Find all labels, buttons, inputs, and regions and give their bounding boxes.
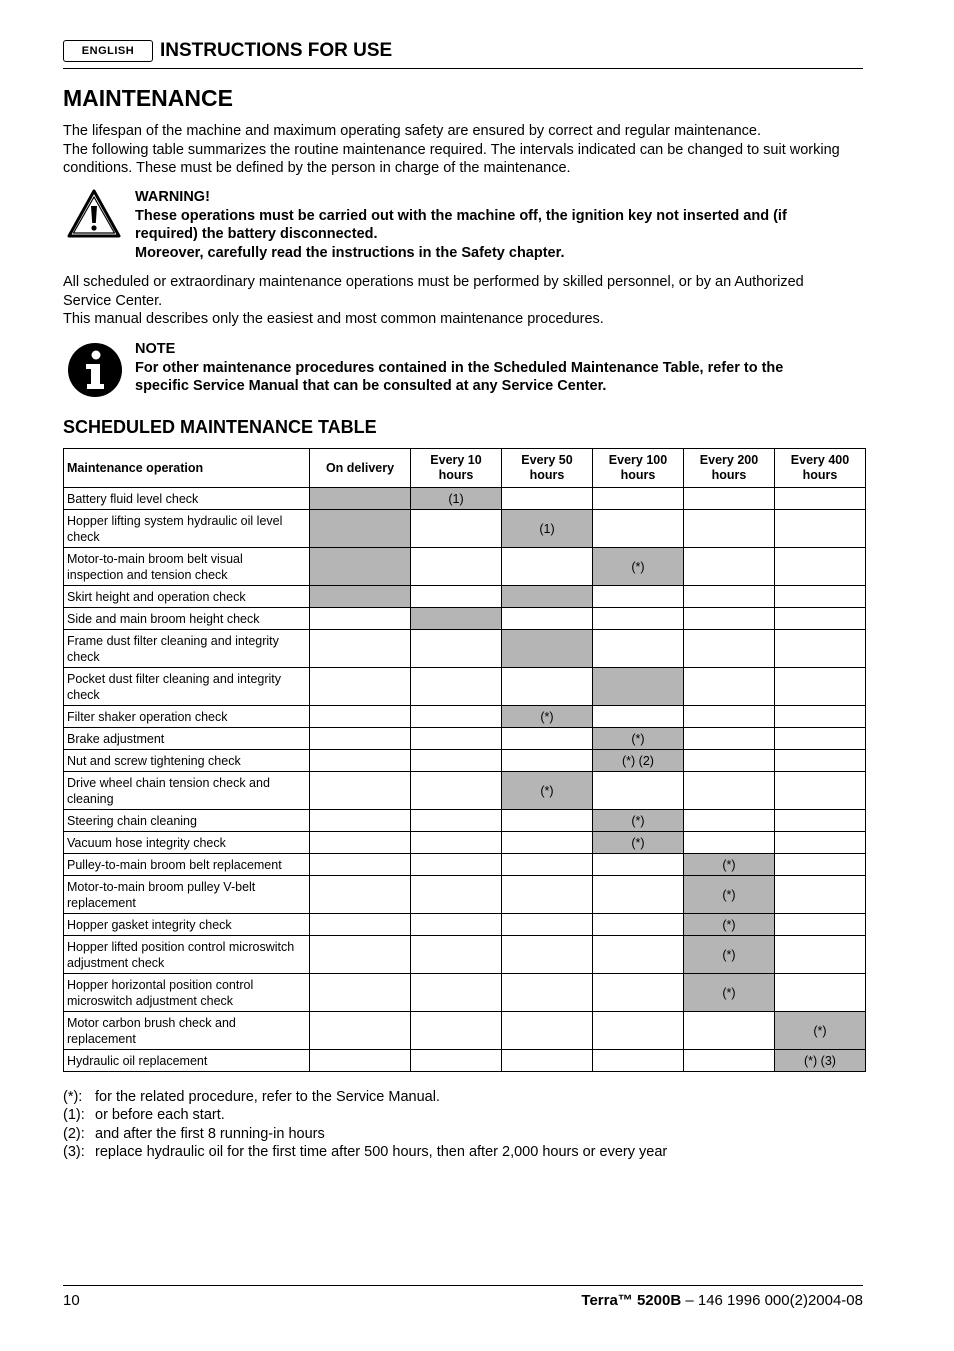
section-header: INSTRUCTIONS FOR USE bbox=[160, 40, 393, 61]
interval-cell bbox=[684, 488, 775, 510]
interval-cell bbox=[502, 854, 593, 876]
interval-cell bbox=[502, 728, 593, 750]
interval-cell bbox=[684, 832, 775, 854]
table-row bbox=[64, 586, 866, 608]
footnote-mark: (*): bbox=[63, 1089, 83, 1105]
interval-cell bbox=[411, 876, 502, 914]
interval-cell bbox=[411, 586, 502, 608]
interval-cell bbox=[502, 974, 593, 1012]
operation-cell: Hydraulic oil replacement bbox=[64, 1050, 310, 1072]
interval-cell bbox=[775, 510, 866, 548]
interval-cell bbox=[684, 510, 775, 548]
interval-cell bbox=[684, 1012, 775, 1050]
table-row bbox=[64, 974, 866, 1012]
service-line: This manual describes only the easiest and most common maintenance procedures. bbox=[63, 311, 604, 327]
interval-cell bbox=[684, 608, 775, 630]
interval-cell bbox=[593, 706, 684, 728]
interval-cell bbox=[593, 510, 684, 548]
interval-cell bbox=[593, 876, 684, 914]
footnote bbox=[63, 1125, 667, 1143]
table-row bbox=[64, 936, 866, 974]
interval-cell bbox=[411, 608, 502, 630]
interval-cell bbox=[502, 1012, 593, 1050]
interval-cell bbox=[502, 914, 593, 936]
note-line: specific Service Manual that can be consulted at any Service Center. bbox=[135, 378, 607, 394]
interval-cell bbox=[310, 728, 411, 750]
interval-cell bbox=[684, 810, 775, 832]
interval-cell bbox=[502, 608, 593, 630]
operation-cell: Pulley-to-main broom belt replacement bbox=[64, 854, 310, 876]
interval-cell bbox=[411, 706, 502, 728]
note-title: NOTE bbox=[135, 341, 176, 357]
interval-cell: (1) bbox=[502, 510, 593, 548]
interval-cell bbox=[593, 974, 684, 1012]
column-header-every-50: Every 50 hours bbox=[502, 449, 593, 488]
column-header-operation: Maintenance operation bbox=[64, 449, 310, 488]
operation-cell: Steering chain cleaning bbox=[64, 810, 310, 832]
interval-cell: (*) bbox=[593, 548, 684, 586]
interval-cell: (*) bbox=[684, 876, 775, 914]
page-number: 10 bbox=[63, 1292, 80, 1309]
interval-cell bbox=[593, 772, 684, 810]
interval-cell bbox=[775, 832, 866, 854]
interval-cell bbox=[411, 750, 502, 772]
note-text bbox=[135, 340, 865, 396]
interval-cell bbox=[502, 630, 593, 668]
interval-cell bbox=[502, 750, 593, 772]
footnote-text: for the related procedure, refer to the Service Manual. bbox=[95, 1089, 440, 1105]
table-header-row bbox=[64, 449, 866, 488]
service-line: All scheduled or extraordinary maintenance operations must be performed by skilled personnel, or by an Authorized bbox=[63, 274, 804, 290]
operation-cell: Battery fluid level check bbox=[64, 488, 310, 510]
interval-cell bbox=[411, 1012, 502, 1050]
interval-cell bbox=[411, 854, 502, 876]
interval-cell: (*) bbox=[684, 914, 775, 936]
interval-cell bbox=[775, 750, 866, 772]
intro-paragraph bbox=[63, 122, 865, 178]
footnote-text: and after the first 8 running-in hours bbox=[95, 1125, 325, 1142]
interval-cell bbox=[502, 548, 593, 586]
intro-line: The following table summarizes the routine maintenance required. The intervals indicated can be changed to suit working bbox=[63, 141, 840, 158]
footnote bbox=[63, 1088, 667, 1106]
interval-cell bbox=[775, 706, 866, 728]
interval-cell bbox=[684, 1050, 775, 1072]
interval-cell bbox=[411, 936, 502, 974]
interval-cell: (*) bbox=[684, 936, 775, 974]
operation-cell: Pocket dust filter cleaning and integrity check bbox=[64, 668, 310, 706]
maintenance-table bbox=[63, 448, 866, 1072]
service-paragraph bbox=[63, 273, 865, 329]
interval-cell bbox=[593, 914, 684, 936]
interval-cell bbox=[310, 1012, 411, 1050]
column-header-every-100: Every 100 hours bbox=[593, 449, 684, 488]
interval-cell bbox=[775, 586, 866, 608]
interval-cell: (*) (3) bbox=[775, 1050, 866, 1072]
warning-text bbox=[135, 188, 865, 262]
table-row bbox=[64, 668, 866, 706]
operation-cell: Nut and screw tightening check bbox=[64, 750, 310, 772]
warning-line: required) the battery disconnected. bbox=[135, 226, 378, 242]
interval-cell: (*) bbox=[593, 728, 684, 750]
interval-cell bbox=[775, 936, 866, 974]
interval-cell bbox=[411, 914, 502, 936]
note-line: For other maintenance procedures contained in the Scheduled Maintenance Table, refer to the bbox=[135, 359, 784, 376]
interval-cell bbox=[775, 630, 866, 668]
footnote bbox=[63, 1106, 667, 1124]
column-header-every-200: Every 200 hours bbox=[684, 449, 775, 488]
table-row bbox=[64, 750, 866, 772]
footnote-text: replace hydraulic oil for the first time after 500 hours, then after 2,000 hours or every year bbox=[95, 1143, 668, 1160]
page-title: MAINTENANCE bbox=[63, 85, 233, 111]
interval-cell bbox=[684, 668, 775, 706]
interval-cell bbox=[310, 750, 411, 772]
table-row bbox=[64, 876, 866, 914]
operation-cell: Frame dust filter cleaning and integrity check bbox=[64, 630, 310, 668]
interval-cell: (*) bbox=[593, 832, 684, 854]
warning-title: WARNING! bbox=[135, 189, 210, 205]
warning-line: These operations must be carried out with the machine off, the ignition key not inserted and (if bbox=[135, 207, 787, 224]
warning-triangle-icon bbox=[66, 188, 122, 245]
operation-cell: Drive wheel chain tension check and cleaning bbox=[64, 772, 310, 810]
interval-cell bbox=[775, 668, 866, 706]
interval-cell bbox=[775, 728, 866, 750]
interval-cell bbox=[684, 750, 775, 772]
interval-cell bbox=[593, 630, 684, 668]
interval-cell bbox=[502, 488, 593, 510]
interval-cell: (*) bbox=[593, 810, 684, 832]
column-header-on-delivery: On delivery bbox=[310, 449, 411, 488]
interval-cell bbox=[310, 854, 411, 876]
operation-cell: Vacuum hose integrity check bbox=[64, 832, 310, 854]
interval-cell bbox=[411, 772, 502, 810]
interval-cell bbox=[411, 832, 502, 854]
footnote bbox=[63, 1143, 667, 1161]
interval-cell bbox=[593, 936, 684, 974]
interval-cell bbox=[310, 974, 411, 1012]
interval-cell bbox=[411, 810, 502, 832]
operation-cell: Side and main broom height check bbox=[64, 608, 310, 630]
interval-cell bbox=[502, 832, 593, 854]
intro-line: The lifespan of the machine and maximum operating safety are ensured by correct and regular maintenance. bbox=[63, 123, 761, 139]
table-row bbox=[64, 914, 866, 936]
interval-cell bbox=[310, 510, 411, 548]
table-row bbox=[64, 608, 866, 630]
interval-cell bbox=[684, 728, 775, 750]
interval-cell: (*) (2) bbox=[593, 750, 684, 772]
interval-cell bbox=[411, 668, 502, 706]
interval-cell bbox=[775, 810, 866, 832]
interval-cell bbox=[775, 608, 866, 630]
interval-cell bbox=[310, 488, 411, 510]
interval-cell bbox=[411, 728, 502, 750]
interval-cell bbox=[310, 936, 411, 974]
interval-cell bbox=[310, 772, 411, 810]
interval-cell bbox=[775, 974, 866, 1012]
interval-cell bbox=[593, 608, 684, 630]
interval-cell bbox=[684, 706, 775, 728]
table-row bbox=[64, 630, 866, 668]
footer-divider bbox=[63, 1285, 863, 1286]
interval-cell: (*) bbox=[502, 772, 593, 810]
interval-cell bbox=[502, 936, 593, 974]
interval-cell bbox=[310, 586, 411, 608]
interval-cell bbox=[411, 974, 502, 1012]
interval-cell bbox=[411, 548, 502, 586]
interval-cell bbox=[502, 586, 593, 608]
language-badge: ENGLISH bbox=[63, 40, 153, 62]
interval-cell bbox=[310, 630, 411, 668]
interval-cell bbox=[775, 548, 866, 586]
interval-cell bbox=[310, 832, 411, 854]
operation-cell: Filter shaker operation check bbox=[64, 706, 310, 728]
interval-cell bbox=[775, 876, 866, 914]
operation-cell: Motor carbon brush check and replacement bbox=[64, 1012, 310, 1050]
intro-line: conditions. These must be defined by the person in charge of the maintenance. bbox=[63, 160, 571, 176]
operation-cell: Hopper lifting system hydraulic oil level check bbox=[64, 510, 310, 548]
table-row bbox=[64, 1012, 866, 1050]
interval-cell: (*) bbox=[775, 1012, 866, 1050]
interval-cell bbox=[411, 510, 502, 548]
interval-cell: (*) bbox=[684, 974, 775, 1012]
interval-cell bbox=[502, 1050, 593, 1072]
interval-cell bbox=[310, 548, 411, 586]
operation-cell: Hopper horizontal position control microswitch adjustment check bbox=[64, 974, 310, 1012]
operation-cell: Skirt height and operation check bbox=[64, 586, 310, 608]
table-row bbox=[64, 510, 866, 548]
interval-cell bbox=[310, 608, 411, 630]
table-row bbox=[64, 728, 866, 750]
operation-cell: Hopper lifted position control microswitch adjustment check bbox=[64, 936, 310, 974]
interval-cell bbox=[502, 876, 593, 914]
footnote-mark: (2): bbox=[63, 1125, 85, 1142]
interval-cell bbox=[310, 914, 411, 936]
service-line: Service Center. bbox=[63, 292, 163, 309]
interval-cell: (*) bbox=[684, 854, 775, 876]
interval-cell bbox=[593, 488, 684, 510]
document-reference bbox=[581, 1292, 863, 1310]
column-header-every-400: Every 400 hours bbox=[775, 449, 866, 488]
interval-cell bbox=[310, 668, 411, 706]
interval-cell bbox=[593, 668, 684, 706]
operation-cell: Brake adjustment bbox=[64, 728, 310, 750]
interval-cell bbox=[775, 854, 866, 876]
table-row bbox=[64, 548, 866, 586]
warning-line: Moreover, carefully read the instructions in the Safety chapter. bbox=[135, 244, 565, 261]
table-row bbox=[64, 488, 866, 510]
interval-cell bbox=[775, 488, 866, 510]
table-row bbox=[64, 810, 866, 832]
interval-cell bbox=[411, 630, 502, 668]
interval-cell bbox=[593, 1050, 684, 1072]
interval-cell bbox=[684, 630, 775, 668]
interval-cell bbox=[593, 586, 684, 608]
interval-cell bbox=[593, 1012, 684, 1050]
interval-cell bbox=[775, 772, 866, 810]
interval-cell bbox=[310, 810, 411, 832]
interval-cell bbox=[775, 914, 866, 936]
interval-cell bbox=[310, 876, 411, 914]
interval-cell bbox=[684, 772, 775, 810]
interval-cell: (1) bbox=[411, 488, 502, 510]
document-code: – 146 1996 000(2)2004-08 bbox=[681, 1292, 863, 1309]
interval-cell bbox=[684, 548, 775, 586]
interval-cell bbox=[502, 810, 593, 832]
table-title: SCHEDULED MAINTENANCE TABLE bbox=[63, 417, 377, 437]
operation-cell: Motor-to-main broom belt visual inspection and tension check bbox=[64, 548, 310, 586]
column-header-every-10: Every 10 hours bbox=[411, 449, 502, 488]
operation-cell: Motor-to-main broom pulley V-belt replacement bbox=[64, 876, 310, 914]
table-row bbox=[64, 832, 866, 854]
table-row bbox=[64, 854, 866, 876]
interval-cell bbox=[411, 1050, 502, 1072]
footnotes bbox=[63, 1088, 667, 1161]
table-row bbox=[64, 1050, 866, 1072]
table-row bbox=[64, 772, 866, 810]
interval-cell bbox=[310, 1050, 411, 1072]
operation-cell: Hopper gasket integrity check bbox=[64, 914, 310, 936]
info-icon bbox=[67, 342, 123, 403]
footnote-mark: (3): bbox=[63, 1143, 85, 1160]
product-name: Terra™ 5200B bbox=[581, 1292, 682, 1309]
interval-cell bbox=[593, 854, 684, 876]
interval-cell: (*) bbox=[502, 706, 593, 728]
interval-cell bbox=[502, 668, 593, 706]
table-row bbox=[64, 706, 866, 728]
interval-cell bbox=[684, 586, 775, 608]
footnote-mark: (1): bbox=[63, 1107, 85, 1124]
interval-cell bbox=[310, 706, 411, 728]
header-divider bbox=[63, 68, 863, 69]
footnote-text: or before each start. bbox=[95, 1107, 225, 1124]
